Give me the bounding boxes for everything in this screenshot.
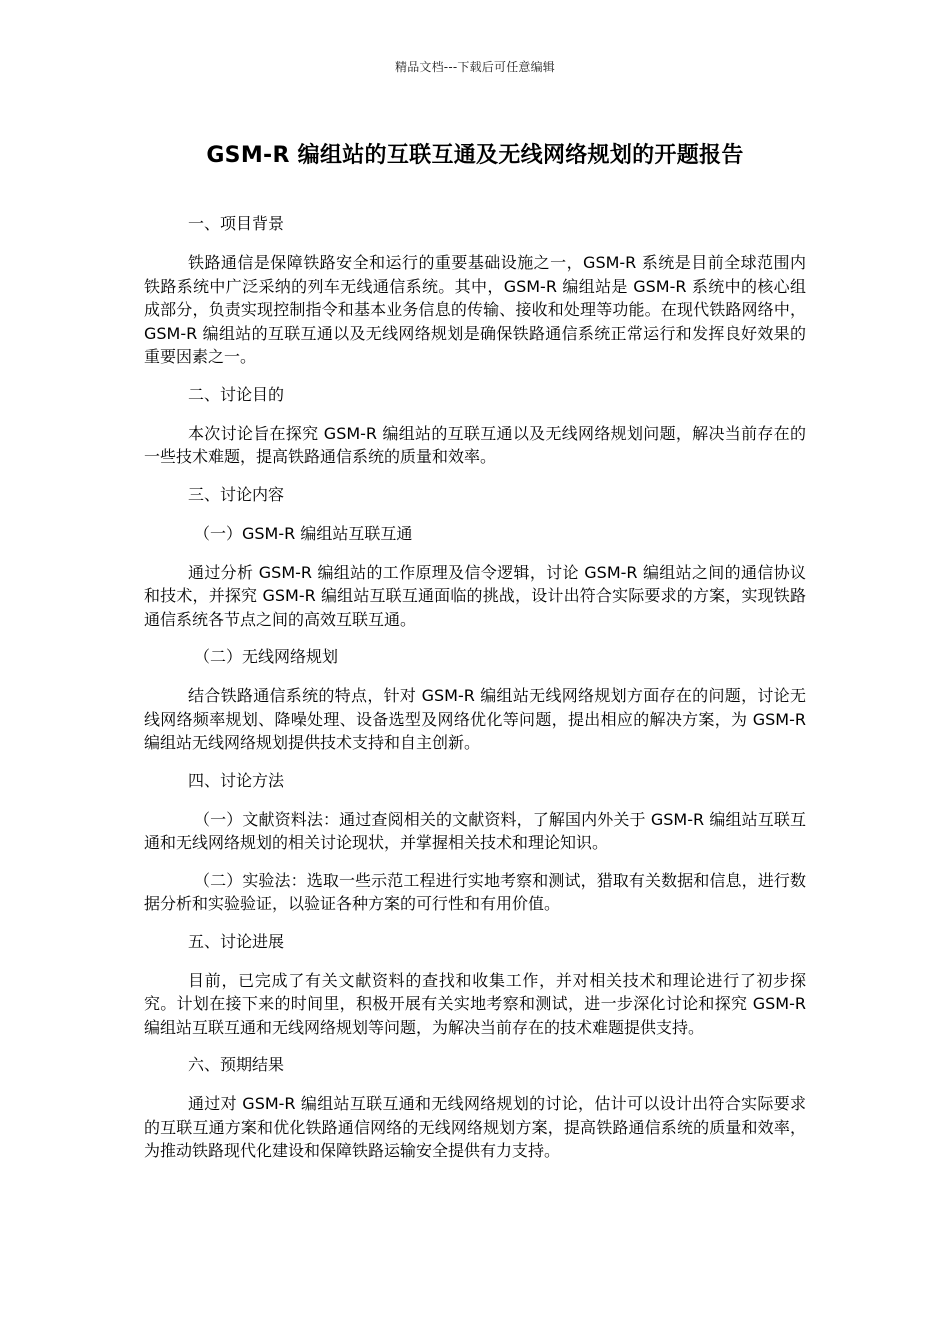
paragraph-expected-results: 通过对 GSM-R 编组站互联互通和无线网络规划的讨论，估计可以设计出符合实际要求的互联互通方案和优化铁路通信网络的无线网络规划方案，提高铁路通信系统的质量和效率，为推动铁路现代化建设和保障铁路运输安全提供有力支持。 [144, 1094, 806, 1160]
paragraph-background: 铁路通信是保障铁路安全和运行的重要基础设施之一，GSM-R 系统是目前全球范围内铁路系统中广泛采纳的列车无线通信系统。其中，GSM-R 编组站是 GSM-R 系统中的核心组成部分，负责实现控制指令和基本业务信息的传输、接收和处理等功能。在现代铁路网络中，GSM-R 编组站的互联互通以及无线网络规划是确保铁路通信系统正常运行和发挥良好效果的重要因素之一。 [144, 253, 806, 366]
document-body [144, 212, 806, 1177]
document-title: GSM-R 编组站的互联互通及无线网络规划的开题报告 [206, 143, 744, 168]
subheading-interconnection: （一）GSM-R 编组站互联互通 [194, 523, 413, 543]
header-note: 精品文档---下载后可任意编辑 [395, 60, 555, 74]
section-heading-progress: 五、讨论进展 [188, 931, 285, 951]
section-heading-content: 三、讨论内容 [188, 484, 285, 504]
section-heading-methods: 四、讨论方法 [188, 770, 285, 790]
subheading-wireless-planning: （二）无线网络规划 [194, 647, 339, 666]
paragraph-method-literature: （一）文献资料法：通过查阅相关的文献资料，了解国内外关于 GSM-R 编组站互联互通和无线网络规划的相关讨论现状，并掌握相关技术和理论知识。 [144, 809, 806, 852]
paragraph-purpose: 本次讨论旨在探究 GSM-R 编组站的互联互通以及无线网络规划问题，解决当前存在的一些技术难题，提高铁路通信系统的质量和效率。 [144, 423, 806, 466]
section-heading-background: 一、项目背景 [188, 214, 285, 233]
paragraph-wireless-planning: 结合铁路通信系统的特点，针对 GSM-R 编组站无线网络规划方面存在的问题，讨论无线网络频率规划、降噪处理、设备选型及网络优化等问题，提出相应的解决方案，为 GSM-R 编组站无线网络规划提供技术支持和自主创新。 [144, 686, 806, 752]
paragraph-progress: 目前，已完成了有关文献资料的查找和收集工作，并对相关技术和理论进行了初步探究。计划在接下来的时间里，积极开展有关实地考察和测试，进一步深化讨论和探究 GSM-R 编组站互联互通和无线网络规划等问题，为解决当前存在的技术难题提供支持。 [144, 970, 806, 1037]
section-heading-expected-results: 六、预期结果 [188, 1055, 285, 1074]
paragraph-method-experiment: （二）实验法：选取一些示范工程进行实地考察和测试，猎取有关数据和信息，进行数据分析和实验验证，以验证各种方案的可行性和有用价值。 [144, 870, 806, 913]
section-heading-purpose: 二、讨论目的 [188, 384, 285, 404]
paragraph-interconnection: 通过分析 GSM-R 编组站的工作原理及信令逻辑，讨论 GSM-R 编组站之间的通信协议和技术，并探究 GSM-R 编组站互联互通面临的挑战，设计出符合实际要求的方案，实现铁路通信系统各节点之间的高效互联互通。 [144, 562, 806, 629]
